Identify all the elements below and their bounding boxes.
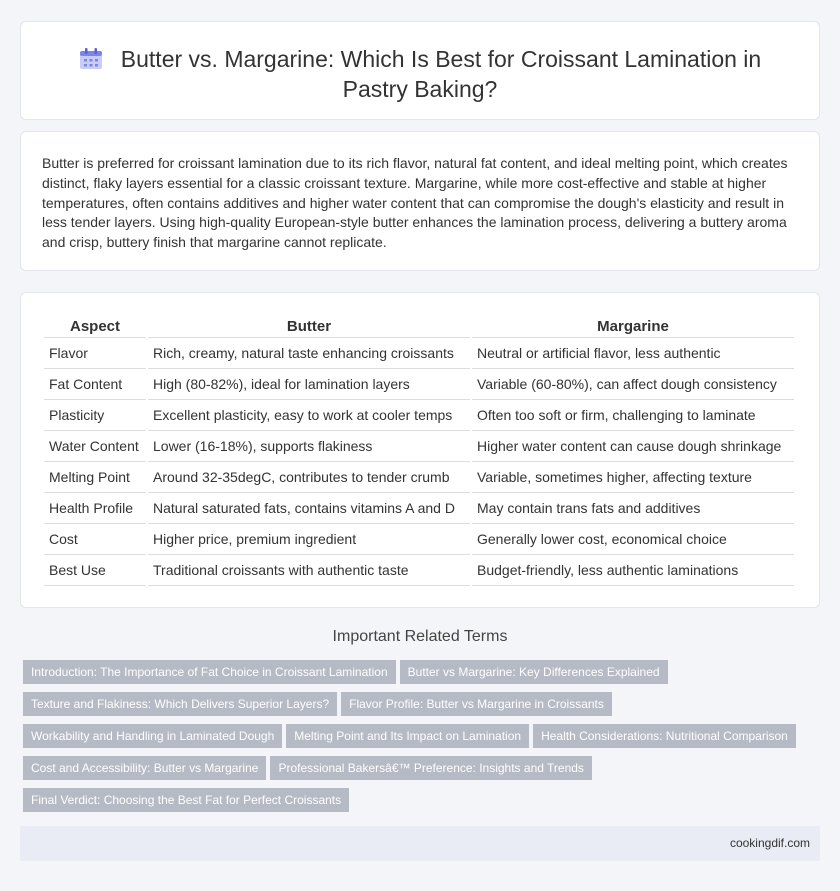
related-terms-list	[23, 660, 823, 820]
column-header-butter: Butter	[148, 316, 470, 338]
table-cell: Often too soft or firm, challenging to laminate	[472, 400, 794, 431]
related-term-tag[interactable]: Health Considerations: Nutritional Comparison	[533, 724, 796, 748]
header-card	[20, 21, 820, 120]
table-cell: Higher water content can cause dough shrinkage	[472, 431, 794, 462]
footer-site-name: cookingdif.com	[729, 836, 810, 850]
table-cell: Cost	[44, 524, 146, 555]
table-cell: Fat Content	[44, 369, 146, 400]
table-cell: Traditional croissants with authentic taste	[148, 555, 470, 586]
related-term-tag[interactable]: Professional Bakersâ€™ Preference: Insights and Trends	[270, 756, 592, 780]
page-title-wrap	[61, 44, 779, 104]
table-cell: Around 32-35degC, contributes to tender crumb	[148, 462, 470, 493]
tag-row	[23, 724, 823, 756]
table-row	[44, 338, 794, 369]
related-term-tag[interactable]: Final Verdict: Choosing the Best Fat for Perfect Croissants	[23, 788, 349, 812]
related-term-tag[interactable]: Butter vs Margarine: Key Differences Explained	[400, 660, 668, 684]
tag-row	[23, 660, 823, 692]
related-term-tag[interactable]: Workability and Handling in Laminated Dough	[23, 724, 282, 748]
table-cell: Lower (16-18%), supports flakiness	[148, 431, 470, 462]
table-cell: Best Use	[44, 555, 146, 586]
footer	[20, 826, 820, 861]
comparison-table	[42, 316, 796, 586]
table-cell: Health Profile	[44, 493, 146, 524]
table-cell: Natural saturated fats, contains vitamins A and D	[148, 493, 470, 524]
related-term-tag[interactable]: Flavor Profile: Butter vs Margarine in Croissants	[341, 692, 612, 716]
table-cell: Water Content	[44, 431, 146, 462]
tag-row	[23, 692, 823, 724]
intro-card	[20, 131, 820, 271]
column-header-aspect: Aspect	[44, 316, 146, 338]
table-cell: Variable, sometimes higher, affecting texture	[472, 462, 794, 493]
table-cell: Budget-friendly, less authentic laminations	[472, 555, 794, 586]
table-row	[44, 431, 794, 462]
table-cell: Generally lower cost, economical choice	[472, 524, 794, 555]
table-cell: Variable (60-80%), can affect dough consistency	[472, 369, 794, 400]
table-cell: May contain trans fats and additives	[472, 493, 794, 524]
related-terms-title: Important Related Terms	[332, 628, 508, 645]
intro-paragraph: Butter is preferred for croissant lamination due to its rich flavor, natural fat content, and ideal melting point, which creates distinct, flaky layers essential for a classic croissant texture. Margarine, while more cost-effective and stable at higher temperatures, often contains additives and higher water content that can compromise the dough's elasticity and result in less tender layers. Using high-quality European-style butter enhances the lamination process, delivering a buttery aroma and crisp, buttery finish that margarine cannot replicate.	[42, 155, 788, 251]
related-term-tag[interactable]: Texture and Flakiness: Which Delivers Superior Layers?	[23, 692, 337, 716]
table-cell: Neutral or artificial flavor, less authentic	[472, 338, 794, 369]
table-cell: Flavor	[44, 338, 146, 369]
table-header-row	[44, 316, 794, 338]
table-row	[44, 400, 794, 431]
table-cell: Rich, creamy, natural taste enhancing croissants	[148, 338, 470, 369]
tag-row	[23, 756, 823, 788]
related-term-tag[interactable]: Introduction: The Importance of Fat Choice in Croissant Lamination	[23, 660, 396, 684]
table-row	[44, 462, 794, 493]
table-row	[44, 493, 794, 524]
table-cell: Melting Point	[44, 462, 146, 493]
table-cell: Excellent plasticity, easy to work at cooler temps	[148, 400, 470, 431]
column-header-margarine: Margarine	[472, 316, 794, 338]
table-row	[44, 369, 794, 400]
calendar-icon	[79, 48, 103, 70]
comparison-card	[20, 292, 820, 608]
table-cell: Plasticity	[44, 400, 146, 431]
related-term-tag[interactable]: Cost and Accessibility: Butter vs Margarine	[23, 756, 266, 780]
table-row	[44, 524, 794, 555]
tag-row	[23, 788, 823, 820]
related-term-tag[interactable]: Melting Point and Its Impact on Lamination	[286, 724, 529, 748]
table-cell: High (80-82%), ideal for lamination layers	[148, 369, 470, 400]
table-cell: Higher price, premium ingredient	[148, 524, 470, 555]
page-title: Butter vs. Margarine: Which Is Best for Croissant Lamination in Pastry Baking?	[120, 46, 762, 102]
table-row	[44, 555, 794, 586]
